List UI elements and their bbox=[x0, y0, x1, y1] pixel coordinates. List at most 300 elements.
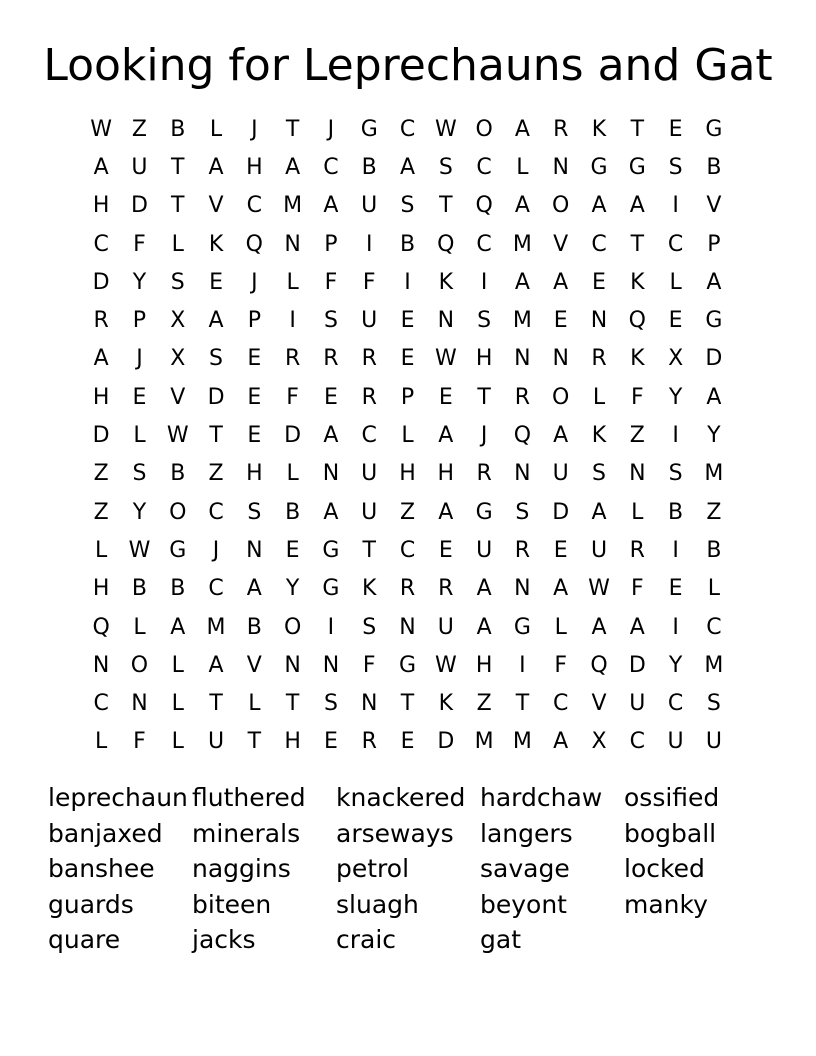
grid-letter[interactable]: W bbox=[434, 652, 457, 678]
grid-letter[interactable]: I bbox=[404, 269, 411, 295]
grid-letter[interactable]: C bbox=[553, 691, 569, 717]
grid-letter[interactable]: G bbox=[590, 154, 608, 180]
grid-letter[interactable]: E bbox=[438, 537, 453, 563]
grid-letter[interactable]: G bbox=[360, 116, 378, 142]
grid-letter[interactable]: C bbox=[667, 231, 684, 257]
grid-letter[interactable]: S bbox=[592, 461, 606, 487]
grid-letter[interactable]: A bbox=[553, 423, 569, 449]
word-list-item: banshee bbox=[48, 854, 155, 883]
grid-letter[interactable]: Q bbox=[92, 614, 110, 640]
grid-letter[interactable]: B bbox=[706, 537, 722, 563]
grid-letter[interactable]: H bbox=[92, 576, 110, 602]
grid-letter[interactable]: C bbox=[399, 116, 416, 142]
grid-letter[interactable]: P bbox=[707, 231, 721, 257]
grid-letter[interactable]: X bbox=[170, 346, 186, 372]
grid-letter[interactable]: L bbox=[286, 269, 299, 295]
grid-letter[interactable]: S bbox=[323, 308, 338, 334]
grid-letter[interactable]: B bbox=[246, 614, 262, 640]
grid-letter[interactable]: A bbox=[514, 193, 530, 219]
grid-letter[interactable]: K bbox=[438, 269, 454, 295]
grid-letter[interactable]: S bbox=[668, 154, 683, 180]
grid-letter[interactable]: N bbox=[514, 461, 531, 487]
word-list-item: ossified bbox=[624, 783, 720, 812]
grid-letter[interactable]: N bbox=[552, 346, 569, 372]
grid-letter[interactable]: B bbox=[285, 499, 301, 525]
grid-letter[interactable]: A bbox=[706, 384, 722, 410]
grid-letter[interactable]: H bbox=[284, 729, 301, 755]
grid-letter[interactable]: E bbox=[132, 384, 147, 410]
grid-letter[interactable]: U bbox=[552, 461, 569, 487]
grid-letter[interactable]: A bbox=[553, 269, 569, 295]
grid-letter[interactable]: B bbox=[399, 231, 416, 257]
grid-letter[interactable]: O bbox=[130, 652, 149, 678]
grid-letter[interactable]: E bbox=[400, 729, 415, 755]
grid-letter[interactable]: U bbox=[705, 729, 722, 755]
grid-letter[interactable]: M bbox=[704, 652, 724, 678]
grid-letter[interactable]: B bbox=[170, 116, 186, 142]
grid-letter[interactable]: I bbox=[289, 308, 296, 334]
grid-letter[interactable]: U bbox=[476, 537, 493, 563]
grid-letter[interactable]: A bbox=[514, 269, 530, 295]
grid-letter[interactable]: T bbox=[209, 691, 223, 717]
grid-letter[interactable]: W bbox=[166, 423, 189, 449]
grid-letter[interactable]: H bbox=[399, 461, 416, 487]
grid-letter[interactable]: L bbox=[171, 652, 184, 678]
grid-letter[interactable]: G bbox=[322, 576, 340, 602]
grid-letter[interactable]: A bbox=[170, 614, 186, 640]
grid-letter[interactable]: A bbox=[591, 499, 607, 525]
grid-letter[interactable]: T bbox=[171, 154, 185, 180]
grid-letter[interactable]: K bbox=[591, 116, 607, 142]
grid-letter[interactable]: I bbox=[672, 193, 679, 219]
grid-letter[interactable]: L bbox=[631, 499, 644, 525]
grid-letter[interactable]: C bbox=[476, 231, 492, 257]
grid-letter[interactable]: B bbox=[361, 154, 377, 180]
grid-letter[interactable]: E bbox=[247, 346, 262, 372]
grid-letter[interactable]: D bbox=[552, 499, 570, 525]
grid-letter[interactable]: L bbox=[554, 614, 567, 640]
grid-letter[interactable]: K bbox=[362, 576, 377, 602]
grid-letter[interactable]: F bbox=[630, 576, 644, 602]
grid-letter[interactable]: G bbox=[475, 499, 493, 525]
grid-letter[interactable]: G bbox=[322, 537, 340, 563]
grid-letter[interactable]: S bbox=[132, 461, 147, 487]
grid-letter[interactable]: Z bbox=[208, 461, 224, 487]
grid-letter[interactable]: A bbox=[591, 614, 607, 640]
grid-letter[interactable]: H bbox=[92, 193, 110, 219]
grid-letter[interactable]: C bbox=[361, 423, 377, 449]
grid-letter[interactable]: H bbox=[475, 652, 493, 678]
word-list-item: fluthered bbox=[192, 783, 306, 812]
grid-letter[interactable]: N bbox=[246, 537, 263, 563]
grid-letter[interactable]: F bbox=[133, 231, 146, 257]
grid-letter[interactable]: R bbox=[93, 308, 109, 334]
grid-letter[interactable]: L bbox=[248, 691, 261, 717]
grid-letter[interactable]: L bbox=[133, 614, 146, 640]
grid-letter[interactable]: T bbox=[362, 537, 376, 563]
grid-letter[interactable]: K bbox=[208, 231, 224, 257]
grid-letter[interactable]: P bbox=[247, 308, 261, 334]
grid-letter[interactable]: S bbox=[668, 461, 683, 487]
grid-letter[interactable]: L bbox=[516, 154, 529, 180]
word-list-item: manky bbox=[624, 889, 708, 919]
grid-letter[interactable]: N bbox=[552, 154, 569, 180]
grid-letter[interactable]: T bbox=[400, 691, 415, 717]
grid-letter[interactable]: R bbox=[553, 116, 569, 142]
grid-letter[interactable]: O bbox=[552, 193, 570, 219]
grid-letter[interactable]: R bbox=[361, 384, 377, 410]
grid-letter[interactable]: T bbox=[285, 691, 300, 717]
grid-letter[interactable]: A bbox=[323, 193, 339, 219]
grid-letter[interactable]: L bbox=[669, 269, 682, 295]
grid-letter[interactable]: E bbox=[553, 308, 568, 334]
grid-letter[interactable]: Q bbox=[437, 231, 455, 257]
grid-letter[interactable]: E bbox=[285, 537, 300, 563]
grid-letter[interactable]: X bbox=[668, 346, 684, 372]
grid-letter[interactable]: Y bbox=[707, 423, 721, 449]
grid-letter[interactable]: B bbox=[131, 576, 147, 602]
grid-letter[interactable]: N bbox=[629, 461, 646, 487]
grid-letter[interactable]: X bbox=[170, 308, 186, 334]
grid-letter[interactable]: I bbox=[327, 614, 335, 640]
word-list bbox=[48, 780, 768, 958]
grid-letter[interactable]: Y bbox=[668, 652, 683, 678]
grid-letter[interactable]: N bbox=[514, 346, 531, 372]
grid-letter[interactable]: I bbox=[672, 537, 679, 563]
grid-letter[interactable]: D bbox=[628, 652, 646, 678]
grid-letter[interactable]: S bbox=[323, 691, 338, 717]
grid-letter[interactable]: D bbox=[92, 423, 110, 449]
grid-letter[interactable]: E bbox=[400, 308, 415, 334]
grid-letter[interactable]: E bbox=[247, 384, 262, 410]
grid-letter[interactable]: J bbox=[251, 116, 258, 142]
grid-letter[interactable]: A bbox=[629, 614, 645, 640]
grid-letter[interactable]: A bbox=[438, 423, 454, 449]
grid-letter[interactable]: D bbox=[92, 269, 110, 295]
grid-letter[interactable]: F bbox=[362, 269, 376, 295]
grid-letter[interactable]: N bbox=[322, 652, 340, 678]
grid-letter[interactable]: C bbox=[323, 154, 339, 180]
grid-letter[interactable]: H bbox=[437, 461, 455, 487]
grid-letter[interactable]: W bbox=[434, 116, 457, 142]
grid-letter[interactable]: Z bbox=[706, 499, 722, 525]
letter-grid[interactable] bbox=[82, 110, 733, 761]
grid-letter[interactable]: G bbox=[705, 116, 723, 142]
grid-letter[interactable]: R bbox=[399, 576, 416, 602]
grid-letter[interactable]: L bbox=[95, 537, 108, 563]
grid-letter[interactable]: Z bbox=[93, 461, 109, 487]
grid-letter[interactable]: T bbox=[477, 384, 491, 410]
grid-letter[interactable]: J bbox=[480, 423, 488, 449]
grid-letter[interactable]: P bbox=[400, 384, 415, 410]
grid-letter[interactable]: N bbox=[590, 308, 608, 334]
grid-letter[interactable]: C bbox=[667, 691, 684, 717]
grid-letter[interactable]: E bbox=[438, 384, 453, 410]
grid-letter[interactable]: T bbox=[247, 729, 262, 755]
grid-letter[interactable]: A bbox=[323, 499, 339, 525]
grid-letter[interactable]: U bbox=[629, 691, 646, 717]
grid-letter[interactable]: H bbox=[246, 154, 263, 180]
grid-letter[interactable]: T bbox=[630, 231, 645, 257]
grid-letter[interactable]: R bbox=[629, 537, 645, 563]
grid-letter[interactable]: K bbox=[591, 423, 607, 449]
grid-letter[interactable]: C bbox=[591, 231, 607, 257]
grid-letter[interactable]: F bbox=[362, 652, 376, 678]
grid-letter[interactable]: A bbox=[476, 576, 492, 602]
grid-letter[interactable]: F bbox=[286, 384, 299, 410]
grid-letter[interactable]: Y bbox=[285, 576, 300, 602]
grid-letter[interactable]: S bbox=[209, 346, 224, 372]
grid-letter[interactable]: A bbox=[93, 154, 109, 180]
grid-letter[interactable]: R bbox=[361, 346, 377, 372]
grid-letter[interactable]: S bbox=[362, 614, 377, 640]
grid-letter[interactable]: B bbox=[170, 461, 186, 487]
grid-letter[interactable]: A bbox=[553, 729, 569, 755]
grid-letter[interactable]: I bbox=[672, 614, 679, 640]
grid-letter[interactable]: V bbox=[706, 193, 722, 219]
grid-letter[interactable]: Q bbox=[628, 308, 646, 334]
grid-letter[interactable]: A bbox=[93, 346, 109, 372]
grid-letter[interactable]: R bbox=[323, 346, 339, 372]
word-list-item: craic bbox=[336, 925, 397, 954]
grid-letter[interactable]: V bbox=[591, 691, 607, 717]
grid-letter[interactable]: Z bbox=[131, 116, 147, 142]
grid-letter[interactable]: T bbox=[630, 116, 645, 142]
grid-letter[interactable]: L bbox=[171, 729, 184, 755]
grid-letter[interactable]: L bbox=[592, 384, 606, 410]
grid-letter[interactable]: H bbox=[92, 384, 110, 410]
grid-letter[interactable]: A bbox=[208, 154, 224, 180]
grid-letter[interactable]: T bbox=[209, 423, 223, 449]
grid-letter[interactable]: C bbox=[629, 729, 645, 755]
grid-letter[interactable]: L bbox=[286, 461, 299, 487]
grid-letter[interactable]: A bbox=[514, 116, 530, 142]
grid-letter[interactable]: R bbox=[361, 729, 377, 755]
word-list-item: hardchaw bbox=[480, 783, 603, 812]
grid-letter[interactable]: S bbox=[477, 308, 492, 334]
grid-letter[interactable]: D bbox=[130, 193, 148, 219]
grid-letter[interactable]: B bbox=[668, 499, 684, 525]
grid-letter[interactable]: O bbox=[169, 499, 187, 525]
grid-letter[interactable]: D bbox=[207, 384, 225, 410]
grid-letter[interactable]: W bbox=[434, 346, 457, 372]
grid-letter[interactable]: R bbox=[438, 576, 454, 602]
grid-letter[interactable]: M bbox=[512, 231, 532, 257]
grid-letter[interactable]: Q bbox=[475, 193, 493, 219]
grid-letter[interactable]: M bbox=[474, 729, 494, 755]
grid-letter[interactable]: A bbox=[399, 154, 416, 180]
grid-letter[interactable]: R bbox=[591, 346, 607, 372]
grid-letter[interactable]: W bbox=[588, 576, 610, 602]
grid-letter[interactable]: M bbox=[512, 729, 532, 755]
grid-letter[interactable]: M bbox=[704, 461, 724, 487]
word-list-item: petrol bbox=[336, 854, 410, 883]
grid-letter[interactable]: S bbox=[247, 499, 262, 525]
grid-letter[interactable]: C bbox=[208, 499, 224, 525]
grid-letter[interactable]: F bbox=[554, 652, 568, 678]
grid-letter[interactable]: C bbox=[93, 231, 109, 257]
grid-letter[interactable]: C bbox=[706, 614, 722, 640]
grid-letter[interactable]: S bbox=[706, 691, 721, 717]
grid-letter[interactable]: N bbox=[322, 461, 340, 487]
grid-letter[interactable]: T bbox=[439, 193, 453, 219]
grid-letter[interactable]: H bbox=[475, 346, 493, 372]
grid-letter[interactable]: M bbox=[206, 614, 226, 640]
grid-letter[interactable]: S bbox=[400, 193, 415, 219]
grid-letter[interactable]: Z bbox=[93, 499, 109, 525]
grid-letter[interactable]: G bbox=[169, 537, 187, 563]
grid-letter[interactable]: O bbox=[552, 384, 570, 410]
grid-letter[interactable]: E bbox=[553, 537, 568, 563]
grid-letter[interactable]: E bbox=[323, 729, 338, 755]
grid-letter[interactable]: W bbox=[128, 537, 151, 563]
grid-letter[interactable]: N bbox=[360, 691, 378, 717]
grid-letter[interactable]: U bbox=[361, 308, 378, 334]
grid-letter[interactable]: Z bbox=[399, 499, 416, 525]
grid-letter[interactable]: N bbox=[131, 691, 148, 717]
grid-letter[interactable]: K bbox=[630, 269, 645, 295]
grid-letter[interactable]: S bbox=[170, 269, 185, 295]
grid-letter[interactable]: D bbox=[437, 729, 455, 755]
grid-letter[interactable]: J bbox=[212, 537, 220, 563]
grid-letter[interactable]: E bbox=[209, 269, 223, 295]
word-list-item: arseways bbox=[336, 818, 454, 848]
grid-letter[interactable]: V bbox=[170, 384, 186, 410]
grid-letter[interactable]: N bbox=[284, 652, 301, 678]
grid-letter[interactable]: N bbox=[514, 576, 531, 602]
grid-letter[interactable]: E bbox=[668, 308, 683, 334]
grid-letter[interactable]: L bbox=[209, 116, 223, 142]
grid-letter[interactable]: D bbox=[284, 423, 302, 449]
grid-letter[interactable]: L bbox=[707, 576, 721, 602]
grid-letter[interactable]: Q bbox=[513, 423, 532, 449]
grid-letter[interactable]: I bbox=[672, 423, 679, 449]
grid-letter[interactable]: L bbox=[401, 423, 414, 449]
grid-letter[interactable]: A bbox=[553, 576, 569, 602]
grid-letter[interactable]: K bbox=[438, 691, 454, 717]
grid-letter[interactable]: U bbox=[361, 461, 378, 487]
grid-letter[interactable]: B bbox=[170, 576, 186, 602]
grid-letter[interactable]: P bbox=[132, 308, 147, 334]
grid-letter[interactable]: R bbox=[476, 461, 492, 487]
grid-letter[interactable]: T bbox=[285, 116, 300, 142]
grid-letter[interactable]: C bbox=[93, 691, 109, 717]
grid-letter[interactable]: U bbox=[131, 154, 148, 180]
grid-letter[interactable]: R bbox=[514, 537, 531, 563]
grid-letter[interactable]: S bbox=[438, 154, 453, 180]
grid-letter[interactable]: R bbox=[514, 384, 531, 410]
grid-letter[interactable]: K bbox=[630, 346, 645, 372]
grid-letter[interactable]: N bbox=[399, 614, 416, 640]
grid-letter[interactable]: Q bbox=[245, 231, 263, 257]
grid-letter[interactable]: Y bbox=[668, 384, 683, 410]
grid-letter[interactable]: U bbox=[361, 499, 378, 525]
grid-letter[interactable]: U bbox=[361, 193, 378, 219]
grid-letter[interactable]: J bbox=[251, 269, 258, 295]
grid-letter[interactable]: C bbox=[208, 576, 224, 602]
grid-letter[interactable]: H bbox=[246, 461, 263, 487]
grid-letter[interactable]: Z bbox=[476, 691, 492, 717]
grid-letter[interactable]: Z bbox=[629, 423, 645, 449]
grid-letter[interactable]: N bbox=[92, 652, 110, 678]
grid-letter[interactable]: B bbox=[706, 154, 722, 180]
grid-letter[interactable]: E bbox=[668, 576, 683, 602]
grid-letter[interactable]: O bbox=[283, 614, 302, 640]
grid-letter[interactable]: E bbox=[400, 346, 415, 372]
grid-letter[interactable]: V bbox=[208, 193, 224, 219]
grid-letter[interactable]: M bbox=[283, 193, 303, 219]
grid-letter[interactable]: C bbox=[476, 154, 492, 180]
grid-letter[interactable]: G bbox=[628, 154, 646, 180]
grid-letter[interactable]: J bbox=[327, 116, 335, 142]
grid-letter[interactable]: Y bbox=[132, 269, 147, 295]
grid-letter[interactable]: E bbox=[323, 384, 338, 410]
grid-letter[interactable]: A bbox=[591, 193, 607, 219]
grid-letter[interactable]: P bbox=[324, 231, 338, 257]
grid-letter[interactable]: A bbox=[476, 614, 492, 640]
grid-letter[interactable]: L bbox=[171, 691, 184, 717]
grid-letter[interactable]: L bbox=[95, 729, 108, 755]
grid-letter[interactable]: I bbox=[519, 652, 526, 678]
grid-letter[interactable]: W bbox=[90, 116, 113, 142]
grid-letter[interactable]: V bbox=[553, 231, 569, 257]
grid-letter[interactable]: A bbox=[246, 576, 262, 602]
grid-letter[interactable]: Q bbox=[590, 652, 608, 678]
grid-letter[interactable]: G bbox=[705, 308, 723, 334]
grid-letter[interactable]: A bbox=[208, 652, 224, 678]
grid-letter[interactable]: A bbox=[629, 193, 645, 219]
grid-letter[interactable]: X bbox=[591, 729, 607, 755]
grid-letter[interactable]: S bbox=[515, 499, 530, 525]
grid-letter[interactable]: V bbox=[246, 652, 262, 678]
grid-letter[interactable]: T bbox=[515, 691, 530, 717]
grid-letter[interactable]: T bbox=[171, 193, 185, 219]
grid-letter[interactable]: O bbox=[475, 116, 493, 142]
grid-letter[interactable]: F bbox=[133, 729, 146, 755]
grid-letter[interactable]: A bbox=[208, 308, 224, 334]
grid-letter[interactable]: L bbox=[171, 231, 184, 257]
grid-letter[interactable]: J bbox=[136, 346, 143, 372]
grid-letter[interactable]: F bbox=[630, 384, 644, 410]
grid-letter[interactable]: A bbox=[285, 154, 301, 180]
grid-letter[interactable]: R bbox=[284, 346, 301, 372]
grid-letter[interactable]: E bbox=[668, 116, 683, 142]
grid-letter[interactable]: I bbox=[365, 231, 373, 257]
grid-letter[interactable]: U bbox=[437, 614, 454, 640]
grid-letter[interactable]: N bbox=[437, 308, 455, 334]
grid-letter[interactable]: N bbox=[284, 231, 301, 257]
grid-letter[interactable]: C bbox=[399, 537, 416, 563]
grid-letter[interactable]: M bbox=[512, 308, 532, 334]
grid-letter[interactable]: U bbox=[207, 729, 225, 755]
grid-letter[interactable]: A bbox=[706, 269, 722, 295]
grid-letter[interactable]: C bbox=[246, 193, 263, 219]
grid-letter[interactable]: E bbox=[592, 269, 606, 295]
grid-letter[interactable]: G bbox=[398, 652, 417, 678]
grid-letter[interactable]: D bbox=[705, 346, 723, 372]
grid-letter[interactable]: A bbox=[438, 499, 454, 525]
word-list-item: locked bbox=[624, 854, 705, 883]
grid-letter[interactable]: L bbox=[133, 423, 146, 449]
grid-letter[interactable]: I bbox=[480, 269, 488, 295]
grid-letter[interactable]: G bbox=[513, 614, 531, 640]
grid-letter[interactable]: Y bbox=[132, 499, 147, 525]
grid-letter[interactable]: U bbox=[590, 537, 608, 563]
grid-letter[interactable]: U bbox=[667, 729, 684, 755]
grid-letter[interactable]: F bbox=[324, 269, 338, 295]
grid-letter[interactable]: A bbox=[323, 423, 339, 449]
grid-letter[interactable]: E bbox=[247, 423, 262, 449]
